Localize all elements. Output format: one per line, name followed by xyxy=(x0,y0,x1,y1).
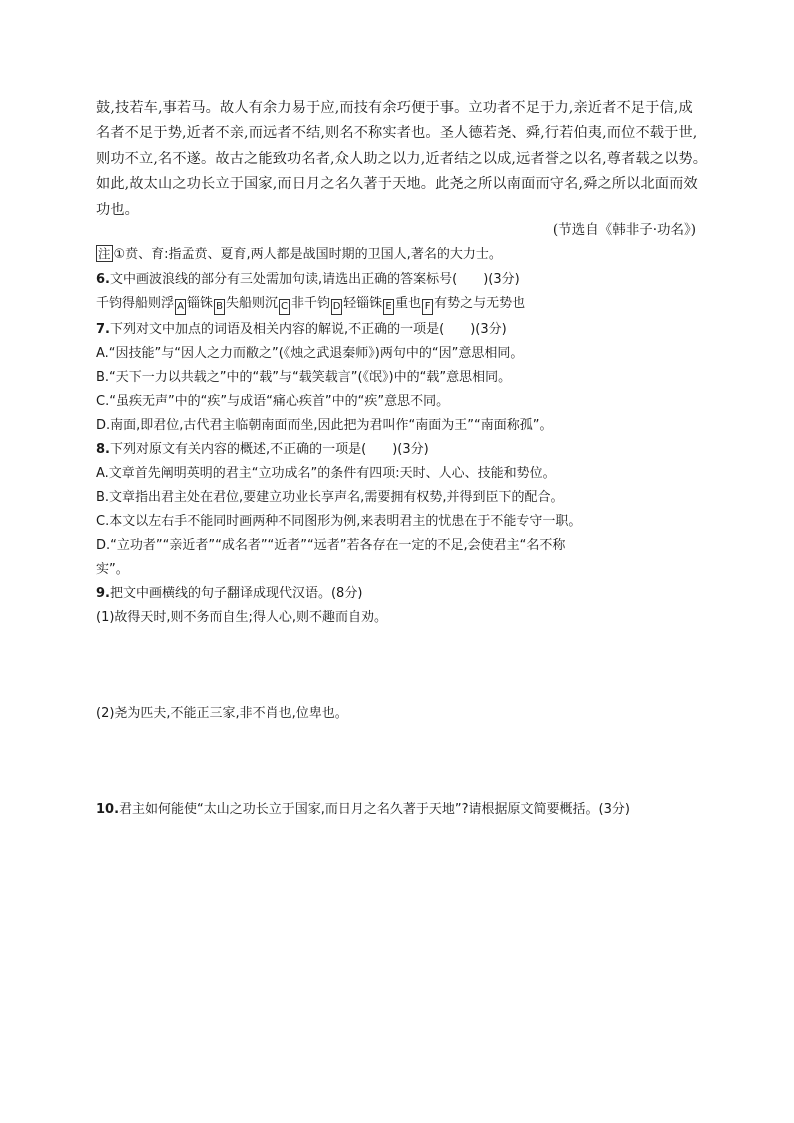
note-label: 注 xyxy=(98,246,111,261)
choice-segment: 重也 xyxy=(395,296,422,311)
footnote xyxy=(96,243,502,262)
question-text: 下列对原文有关内容的概述,不正确的一项是( )(3分) xyxy=(109,442,429,457)
question-number: 7. xyxy=(96,322,110,337)
question-number: 6. xyxy=(96,272,110,287)
question-number: 8. xyxy=(96,442,110,457)
choice-letter-a[interactable]: A xyxy=(175,299,186,315)
passage-source: (节选自《韩非子·功名》) xyxy=(552,222,696,238)
choice-letter-b[interactable]: B xyxy=(214,299,225,315)
question-text: 君主如何能使“太山之功长立于国家,而日月之名久著于天地”?请根据原文简要概括。(3分) xyxy=(119,802,630,817)
choice-letter-f[interactable]: F xyxy=(422,299,433,315)
choice-letter-e[interactable]: E xyxy=(383,299,394,315)
option-c[interactable]: C.本文以左右手不能同时画两种不同图形为例,来表明君主的忧患在于不能专守一职。 xyxy=(96,514,582,529)
option-d-continued: 实”。 xyxy=(96,562,129,577)
option-a[interactable]: A.文章首先阐明英明的君主“立功成名”的条件有四项:天时、人心、技能和势位。 xyxy=(96,466,556,481)
question-6 xyxy=(96,268,520,287)
question-9 xyxy=(96,582,362,601)
question-text: 下列对文中加点的词语及相关内容的解说,不正确的一项是( )(3分) xyxy=(109,322,507,337)
question-7 xyxy=(96,318,507,337)
question-number: 9. xyxy=(96,586,110,601)
choice-segment: 失船则沉 xyxy=(226,296,279,311)
passage-line: 名者不足于势,近者不亲,而远者不结,则名不称实者也。圣人德若尧、舜,行若伯夷,而位不载于世, xyxy=(96,125,698,142)
choice-prefix: 千钧得船则浮 xyxy=(96,296,175,311)
question-text: 文中画波浪线的部分有三处需加句读,请选出正确的答案标号( )(3分) xyxy=(109,272,520,287)
note-text: ①贲、育:指孟贲、夏育,两人都是战国时期的卫国人,著名的大力士。 xyxy=(113,247,502,262)
passage-line: 如此,故太山之功长立于国家,而日月之名久著于天地。此尧之所以南面而守名,舜之所以北面而效 xyxy=(96,176,698,193)
option-c[interactable]: C.“虽疾无声”中的“疾”与成语“痛心疾首”中的“疾”意思不同。 xyxy=(96,394,450,409)
choice-segment: 有势之与无势也 xyxy=(434,296,526,311)
option-b[interactable]: B.文章指出君主处在君位,要建立功业长享声名,需要拥有权势,并得到臣下的配合。 xyxy=(96,490,564,505)
question-number: 10. xyxy=(96,802,120,817)
passage-line: 则功不立,名不遂。故古之能致功名者,众人助之以力,近者结之以成,远者誉之以名,尊者载之以势。 xyxy=(96,150,708,167)
option-d[interactable]: D.南面,即君位,古代君主临朝南面而坐,因此把为君叫作“南面为王”“南面称孤”。 xyxy=(96,418,553,433)
choice-letter-d[interactable]: D xyxy=(331,299,342,315)
choice-segment: 锱铢 xyxy=(187,296,214,311)
option-a[interactable]: A.“因技能”与“因人之力而敝之”(《烛之武退秦师》)两句中的“因”意思相同。 xyxy=(96,346,524,361)
choice-letter-c[interactable]: C xyxy=(279,299,290,315)
punctuation-choices xyxy=(96,292,525,315)
option-d[interactable]: D.“立功者”“亲近者”“成名者”“近者”“远者”若各存在一定的不足,会使君主“名不称 xyxy=(96,538,566,553)
option-b[interactable]: B.“天下一力以共载之”中的“载”与“载笑载言”(《氓》)中的“载”意思相同。 xyxy=(96,370,512,385)
passage-line: 功也。 xyxy=(96,201,140,218)
question-10 xyxy=(96,798,630,817)
passage-line: 鼓,技若车,事若马。故人有余力易于应,而技有余巧便于事。立功者不足于力,亲近者不足于信,成 xyxy=(96,100,693,116)
question-text: 把文中画横线的句子翻译成现代汉语。(8分) xyxy=(109,586,363,601)
translation-item-2: (2)尧为匹夫,不能正三家,非不肖也,位卑也。 xyxy=(96,706,348,721)
question-8 xyxy=(96,438,429,457)
choice-segment: 轻锱铢 xyxy=(343,296,383,311)
translation-item-1: (1)故得天时,则不务而自生;得人心,则不趣而自劝。 xyxy=(96,610,388,625)
choice-segment: 非千钧 xyxy=(291,296,331,311)
passage-text xyxy=(96,96,716,223)
